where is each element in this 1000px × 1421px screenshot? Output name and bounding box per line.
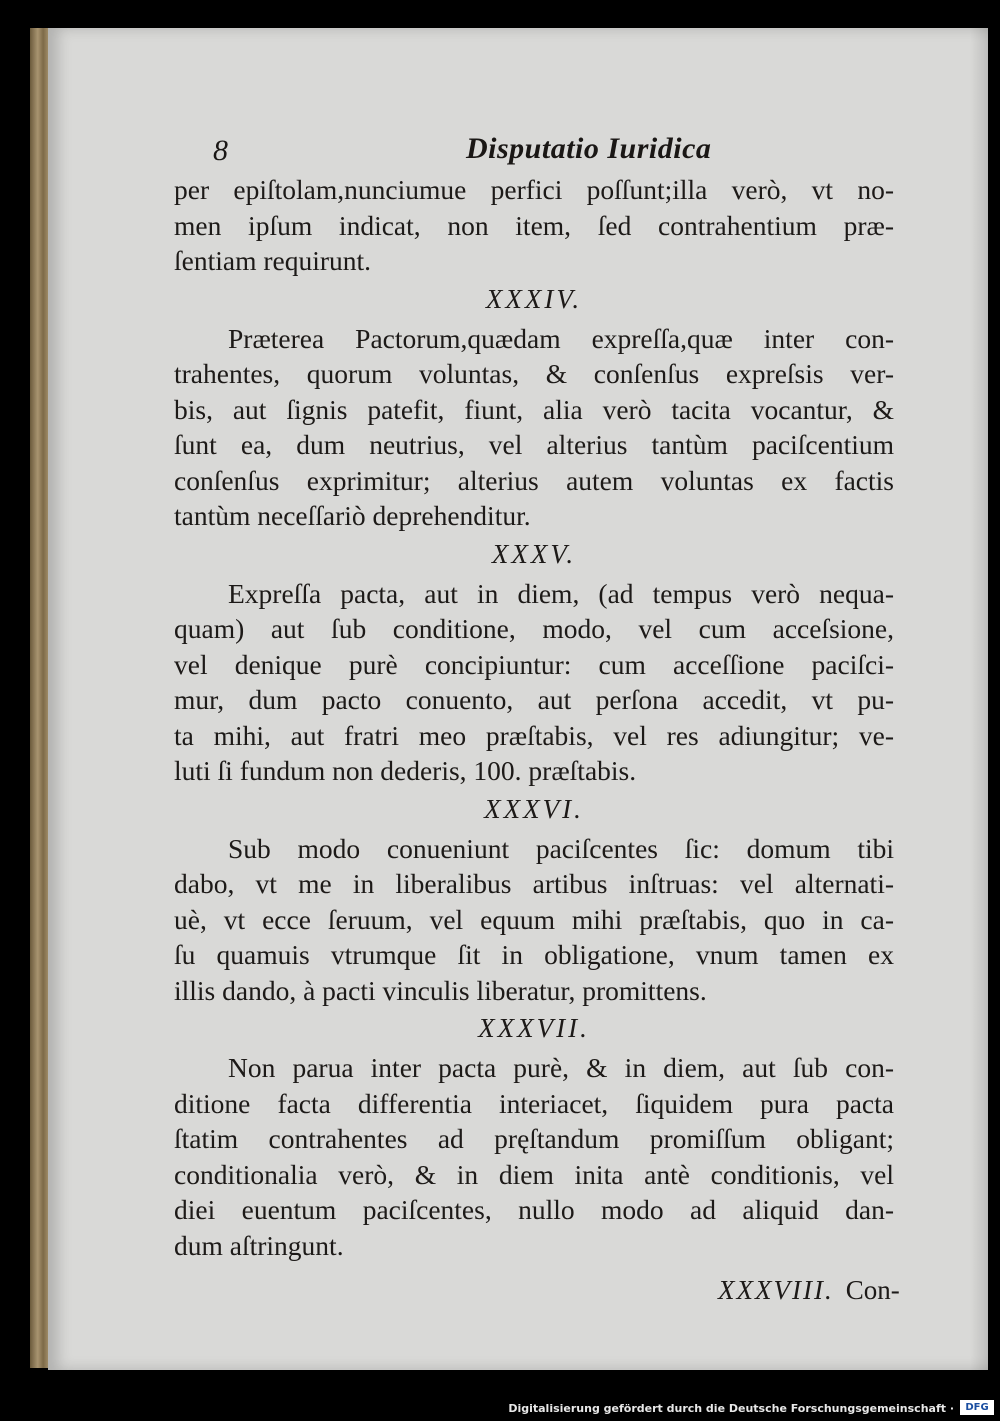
text-line: conditionalia verò, & in diem inita antè conditionis, vel — [174, 1158, 894, 1190]
text-line: mur, dum pacto conuento, aut perſona accedit, vt pu- — [174, 684, 894, 715]
intro-paragraph — [174, 172, 894, 279]
text-line: ſentiam requirunt. — [174, 245, 372, 276]
section-paragraph — [174, 831, 894, 1009]
page-shadow — [970, 28, 988, 1370]
catchword — [718, 1275, 900, 1306]
section-heading: XXXV. — [491, 538, 577, 569]
text-line: men ipſum indicat, non item, ſed contrahentium præ- — [174, 209, 894, 241]
text-line: ſu quamuis vtrumque ſit in obligatione, vnum tamen ex — [174, 939, 894, 970]
funding-notice: Digitalisierung gefördert durch die Deutsche Forschungsgemeinschaft · — [508, 1402, 954, 1415]
text-line: per epiſtolam,nunciumue perfici poſſunt;illa verò, vt no- — [174, 174, 894, 205]
section-paragraph — [174, 576, 894, 789]
page-number: 8 — [213, 134, 228, 167]
text-line: dum aſtringunt. — [174, 1229, 344, 1261]
text-line: ditione facta differentia interiacet, ſiquidem pura pacta — [174, 1087, 894, 1119]
footer-bar — [0, 1396, 1000, 1421]
text-line: ta mihi, aut fratri meo præſtabis, vel res adiungitur; ve- — [174, 719, 894, 751]
text-line: ſtatim contrahentes ad pręſtandum promiſſum obligant; — [174, 1123, 894, 1154]
catchword-number: XXXVIII. — [718, 1275, 834, 1305]
text-line: ſunt ea, dum neutrius, vel alterius tantùm paciſcentium — [174, 429, 894, 460]
text-line: Expreſſa pacta, aut in diem, (ad tempus verò nequa- — [228, 577, 894, 609]
section-heading: XXXVI. — [484, 793, 584, 824]
text-line: Præterea Pactorum,quædam expreſſa,quæ inter con- — [228, 322, 894, 354]
section-heading: XXXVII. — [478, 1013, 590, 1043]
section-paragraph — [174, 321, 894, 534]
running-title: Disputatio Iuridica — [466, 132, 712, 165]
text-line: diei euentum paciſcentes, nullo modo ad aliquid dan- — [174, 1194, 894, 1225]
text-line: trahentes, quorum voluntas, & conſenſus expreſsis ver- — [174, 358, 894, 389]
page-header — [48, 128, 988, 178]
catchword-word: Con- — [845, 1275, 900, 1305]
section-heading: XXXIV. — [485, 283, 583, 314]
text-line: tantùm neceſſariò deprehenditur. — [174, 500, 531, 531]
text-line: vel denique purè concipiuntur: cum acceſſione paciſci- — [174, 648, 894, 680]
text-line: Sub modo conueniunt paciſcentes ſic: domum tibi — [228, 832, 894, 864]
text-line: illis dando, à pacti vinculis liberatur, promittens. — [174, 974, 707, 1006]
dfg-logo: DFG — [960, 1400, 994, 1415]
text-line: bis, aut ſignis patefit, fiunt, alia verò tacita vocantur, & — [174, 393, 894, 425]
text-line: quam) aut ſub conditione, modo, vel cum acceſsione, — [174, 613, 894, 644]
text-line: dabo, vt me in liberalibus artibus inſtruas: vel alternati- — [174, 868, 894, 899]
text-line: conſenſus exprimitur; alterius autem voluntas ex factis — [174, 464, 894, 496]
page-body — [174, 172, 894, 1263]
text-line: Non parua inter pacta purè, & in diem, aut ſub con- — [228, 1052, 894, 1083]
text-line: uè, vt ecce ſeruum, vel equum mihi præſtabis, quo in ca- — [174, 903, 894, 935]
section-paragraph — [174, 1050, 894, 1263]
text-line: luti ſi fundum non dederis, 100. præſtabis. — [174, 755, 637, 786]
